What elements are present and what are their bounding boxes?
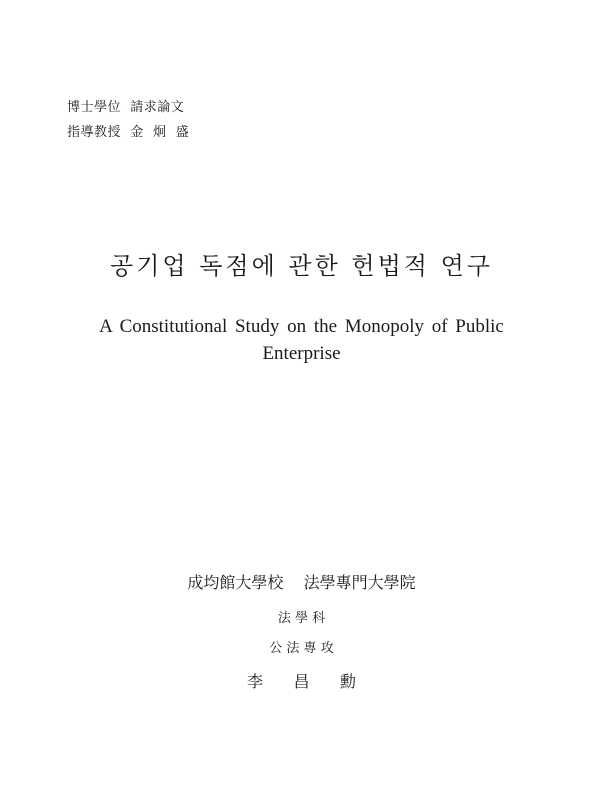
title-korean: 공기업 독점에 관한 헌법적 연구 (110, 252, 493, 280)
major-name: 公 法 專 攻 (269, 641, 334, 656)
university-name: 成均館大學校 法學專門大學院 (187, 573, 416, 592)
department-name: 法 學 科 (277, 611, 326, 626)
header-advisor-line: 指導教授 金 炯 盛 (67, 125, 190, 140)
header-degree-line: 博士學位 請求論文 (67, 100, 185, 115)
author-name: 李 昌 勳 (246, 672, 357, 691)
title-english: A Constitutional Study on the Monopoly of Public Enterprise (99, 316, 504, 364)
